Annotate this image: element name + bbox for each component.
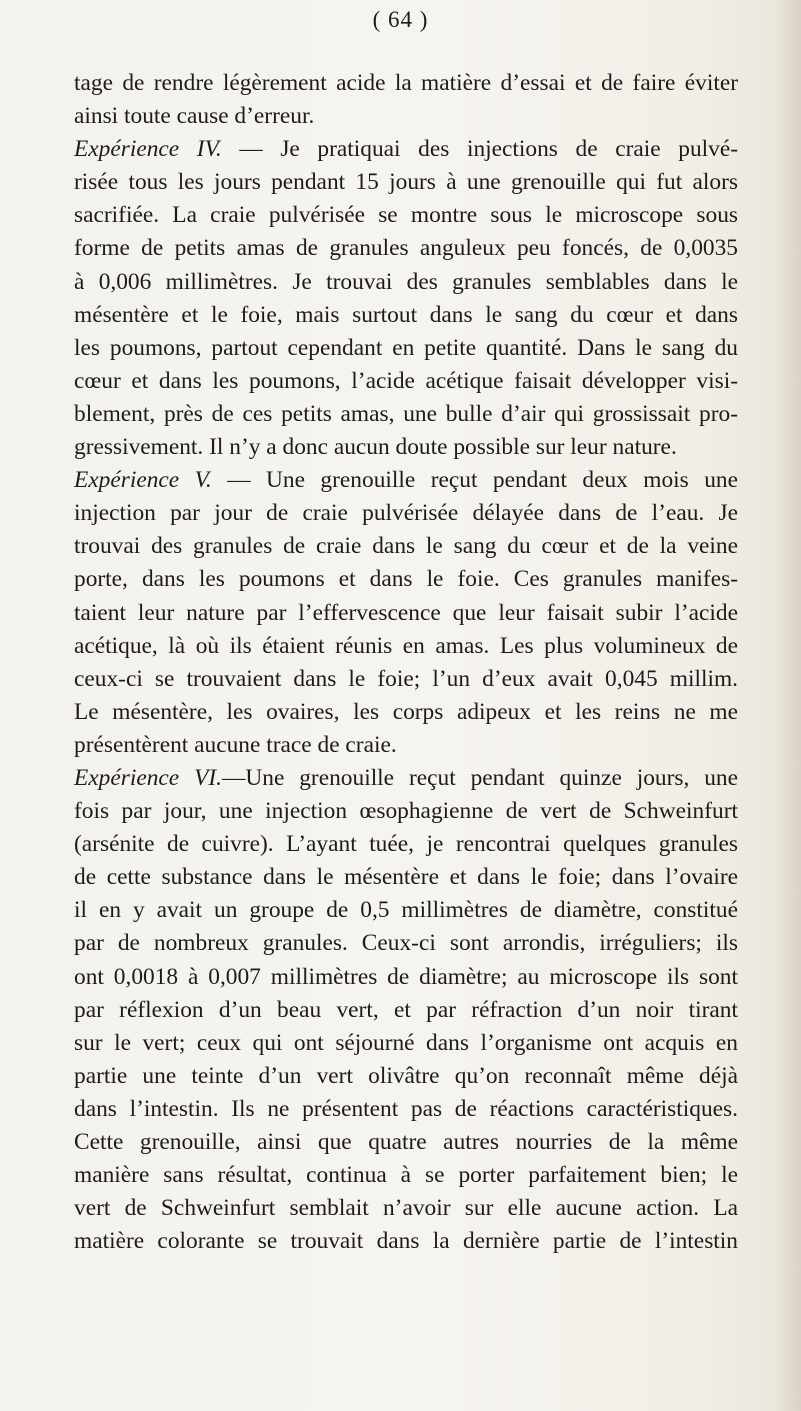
line-text: ainsi toute cause d’erreur. — [74, 103, 315, 130]
text-line — [74, 398, 738, 431]
line-text: cœur et dans les poumons, l’acide acétique faisait développer visi- — [74, 367, 738, 394]
text-line — [74, 1159, 738, 1192]
text-line — [74, 729, 738, 762]
text-line — [74, 530, 738, 563]
line-text: matière colorante se trouvait dans la dernière partie de l’intestin — [74, 1228, 738, 1255]
text-line — [74, 1060, 738, 1093]
page-number: ( 64 ) — [372, 7, 429, 32]
text-line — [74, 497, 738, 530]
text-line — [74, 299, 738, 332]
text-line — [74, 762, 738, 795]
text-line — [74, 232, 738, 265]
line-text: porte, dans les poumons et dans le foie. Ces granules manifes- — [74, 566, 738, 593]
line-text: partie une teinte d’un vert olivâtre qu’on reconnaît même déjà — [74, 1062, 738, 1089]
text-line — [74, 266, 738, 299]
text-line — [74, 332, 738, 365]
text-line — [74, 927, 738, 960]
line-text: gressivement. Il n’y a donc aucun doute possible sur leur nature. — [74, 434, 677, 461]
line-text: les poumons, partout cependant en petite quantité. Dans le sang du — [74, 334, 738, 361]
experiment-heading: Expérience V. — [74, 467, 212, 494]
line-text: injection par jour de craie pulvérisée délayée dans de l’eau. Je — [74, 500, 738, 527]
text-line — [74, 663, 738, 696]
line-text: présentèrent aucune trace de craie. — [74, 731, 397, 758]
line-text: dans l’intestin. Ils ne présentent pas de réactions caractéristiques. — [74, 1095, 738, 1122]
text-line — [74, 464, 738, 497]
line-text: sur le vert; ceux qui ont séjourné dans l’organisme ont acquis en — [74, 1029, 738, 1056]
line-text: trouvai des granules de craie dans le sang du cœur et de la veine — [74, 533, 738, 560]
line-text: (arsénite de cuivre). L’ayant tuée, je rencontrai quelques granules — [74, 831, 738, 858]
text-line — [74, 365, 738, 398]
line-text: Le mésentère, les ovaires, les corps adipeux et les reins ne me — [74, 698, 738, 725]
text-line — [74, 696, 738, 729]
line-text: taient leur nature par l’effervescence que leur faisait subir l’acide — [74, 599, 738, 626]
line-text: à 0,006 millimètres. Je trouvai des granules semblables dans le — [74, 268, 738, 295]
line-text: acétique, là où ils étaient réunis en amas. Les plus volumineux de — [74, 632, 738, 659]
text-line — [74, 67, 738, 100]
text-line — [74, 100, 738, 133]
text-line — [74, 630, 738, 663]
text-line — [74, 133, 738, 166]
line-text: par de nombreux granules. Ceux-ci sont arrondis, irréguliers; ils — [74, 930, 738, 957]
text-line — [74, 795, 738, 828]
line-text: vert de Schweinfurt semblait n’avoir sur elle aucune action. La — [74, 1195, 738, 1222]
text-line — [74, 1192, 738, 1225]
line-text: par réflexion d’un beau vert, et par réfraction d’un noir tirant — [74, 996, 738, 1023]
text-line — [74, 861, 738, 894]
text-line — [74, 1225, 738, 1258]
page-edge-shadow — [773, 0, 801, 1411]
line-text: — Je pratiquai des injections de craie pulvé- — [221, 136, 739, 163]
line-text: fois par jour, une injection œsophagienne de vert de Schweinfurt — [74, 798, 738, 825]
text-line — [74, 1027, 738, 1060]
text-line — [74, 166, 738, 199]
line-text: de cette substance dans le mésentère et dans le foie; dans l’ovaire — [74, 864, 738, 891]
text-line — [74, 597, 738, 630]
line-text: blement, près de ces petits amas, une bulle d’air qui grossissait pro- — [74, 400, 738, 427]
text-line — [74, 563, 738, 596]
line-text: —Une grenouille reçut pendant quinze jours, une — [222, 764, 738, 791]
line-text: Cette grenouille, ainsi que quatre autres nourries de la même — [74, 1129, 738, 1155]
text-line — [74, 994, 738, 1027]
text-line — [74, 894, 738, 927]
body-text — [74, 67, 738, 1258]
line-text: ceux-ci se trouvaient dans le foie; l’un d’eux avait 0,045 millim. — [74, 665, 738, 692]
line-text: forme de petits amas de granules anguleux peu foncés, de 0,0035 — [74, 235, 738, 262]
line-text: manière sans résultat, continua à se porter parfaitement bien; le — [74, 1162, 738, 1189]
text-line — [74, 199, 738, 232]
line-text: tage de rendre légèrement acide la matière d’essai et de faire éviter — [74, 70, 738, 96]
text-line — [74, 961, 738, 994]
line-text: mésentère et le foie, mais surtout dans le sang du cœur et dans — [74, 301, 738, 328]
text-line — [74, 1093, 738, 1126]
line-text: il en y avait un groupe de 0,5 millimètres de diamètre, constitué — [74, 897, 738, 924]
text-line — [74, 828, 738, 861]
text-line — [74, 1126, 738, 1159]
line-text: — Une grenouille reçut pendant deux mois une — [211, 467, 738, 494]
text-line — [74, 431, 738, 464]
line-text: risée tous les jours pendant 15 jours à une grenouille qui fut alors — [74, 169, 738, 196]
experiment-heading: Expérience VI. — [74, 764, 222, 791]
line-text: ont 0,0018 à 0,007 millimètres de diamètre; au microscope ils sont — [74, 963, 738, 990]
experiment-heading: Expérience IV. — [74, 136, 222, 163]
line-text: sacrifiée. La craie pulvérisée se montre sous le microscope sous — [74, 202, 738, 229]
